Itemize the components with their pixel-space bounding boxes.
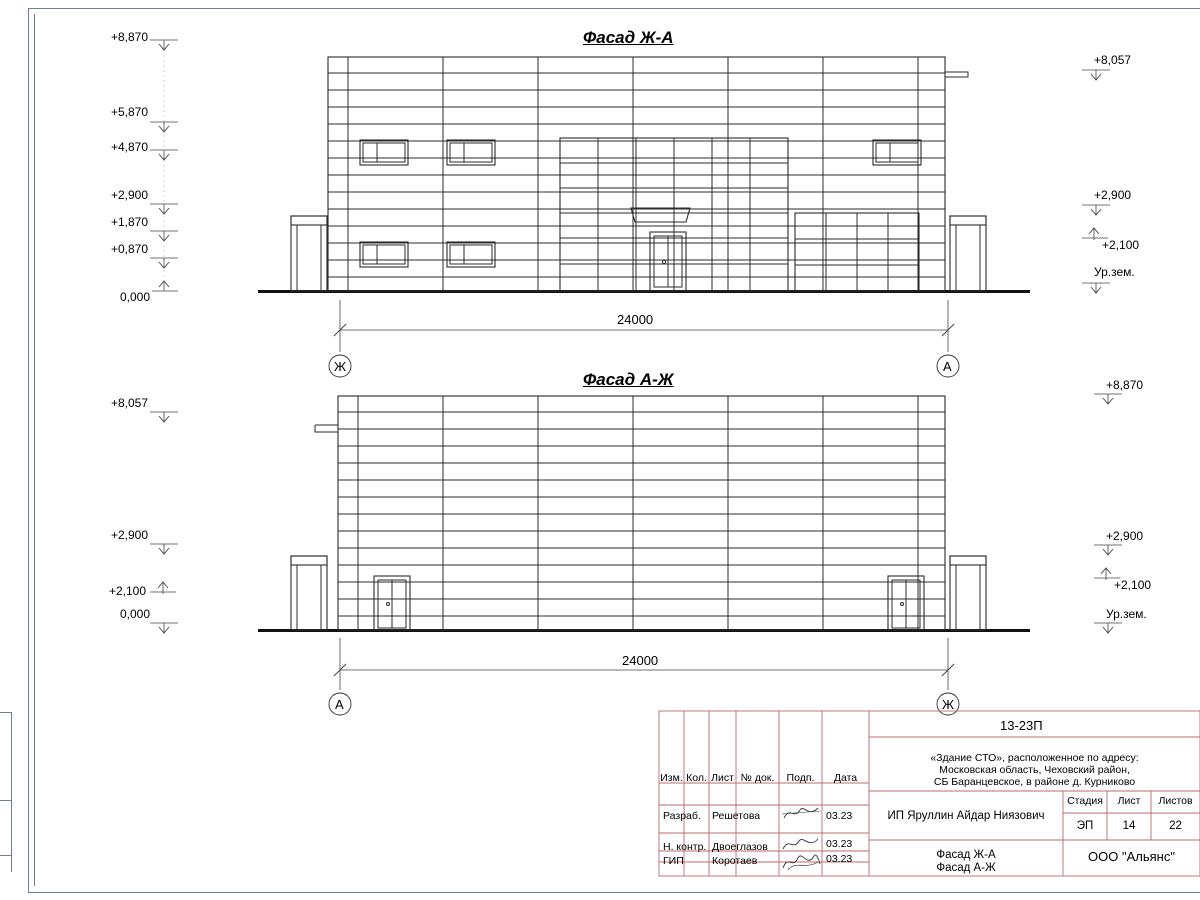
level-mark-label: +2,900 <box>1106 529 1144 543</box>
sheet-number-header: Лист <box>1117 795 1141 807</box>
level-mark-label: +4,870 <box>110 140 148 154</box>
overall-dimension-label: 24000 <box>622 653 659 668</box>
level-mark-label: +8,870 <box>110 30 148 44</box>
role-label: ГИП <box>663 855 684 867</box>
sheet-frame-inner <box>34 14 35 886</box>
revision-header-izm: Изм. <box>660 772 683 784</box>
level-mark-label: +2,900 <box>1094 188 1132 202</box>
sheet-count-value: 22 <box>1169 820 1182 832</box>
company-name: ООО "Альянс" <box>1088 849 1175 864</box>
customer-name: ИП Яруллин Айдар Ниязович <box>887 810 1045 822</box>
stage-header: Стадия <box>1067 795 1103 807</box>
role-date: 03.23 <box>826 810 853 822</box>
role-date: 03.23 <box>826 853 853 865</box>
facade-zh-a-title: Фасад Ж-А <box>583 28 674 47</box>
level-mark-label: +2,900 <box>110 188 148 202</box>
level-mark-label: +5,870 <box>110 105 148 119</box>
level-mark-label: +0,870 <box>110 242 148 256</box>
level-mark-label: +2,100 <box>1114 578 1152 592</box>
level-mark-label: +8,870 <box>1106 378 1144 392</box>
level-mark-label: +8,057 <box>1094 53 1132 67</box>
role-date: 03.23 <box>826 838 853 850</box>
object-description-line-3: СБ Баранцевское, в районе д. Курниково <box>933 776 1136 788</box>
role-person-name: Двоеглазов <box>712 841 768 853</box>
stage-value: ЭП <box>1076 820 1094 832</box>
sheet-count-header: Листов <box>1158 795 1193 807</box>
level-mark-label: 0,000 <box>119 290 150 304</box>
role-label: Н. контр. <box>663 841 707 853</box>
revision-header-doc: № док. <box>740 772 775 784</box>
sheet-frame-bottom <box>28 892 1200 893</box>
facade-a-zh-title: Фасад А-Ж <box>583 370 674 389</box>
ground-level-label: Ур.зем. <box>1094 265 1135 279</box>
object-description-line-2: Московская область, Чеховский район, <box>939 764 1130 776</box>
level-mark-label: +1,870 <box>110 215 148 229</box>
axis-bubble-left-label: Ж <box>334 359 347 374</box>
revision-header-sign: Подп. <box>786 772 815 784</box>
level-mark-label: +8,057 <box>110 396 148 410</box>
role-person-name: Решетова <box>712 810 761 822</box>
level-mark-label: +2,100 <box>1102 238 1140 252</box>
sheet-title-line-2: Фасад А-Ж <box>936 862 996 874</box>
axis-bubble-left-label: А <box>335 697 344 712</box>
sheet-title-line-1: Фасад Ж-А <box>936 849 996 861</box>
level-mark-label: +2,900 <box>110 528 148 542</box>
ground-level-label: Ур.зем. <box>1106 607 1147 621</box>
object-description-line-1: «Здание СТО», расположенное по адресу: <box>930 752 1139 764</box>
signature-glyph <box>780 848 822 874</box>
role-label: Разраб. <box>663 810 701 822</box>
level-mark-label: +2,100 <box>108 584 146 598</box>
overall-dimension-label: 24000 <box>617 312 654 327</box>
revision-header-list: Лист <box>711 772 734 784</box>
drawing-number: 13-23П <box>1000 718 1043 733</box>
sheet-frame-outer <box>28 8 29 892</box>
axis-bubble-right-label: Ж <box>942 697 955 712</box>
sheet-edge-mark-4 <box>11 712 12 872</box>
level-mark-label: 0,000 <box>119 607 150 621</box>
revision-header-date: Дата <box>833 772 858 784</box>
signature-glyph <box>780 802 822 824</box>
role-person-name: Коротаев <box>712 855 758 867</box>
revision-header-kol: Кол. <box>686 772 707 784</box>
sheet-number-value: 14 <box>1122 820 1136 832</box>
sheet-frame-top <box>28 8 1200 9</box>
axis-bubble-right-label: А <box>943 359 952 374</box>
